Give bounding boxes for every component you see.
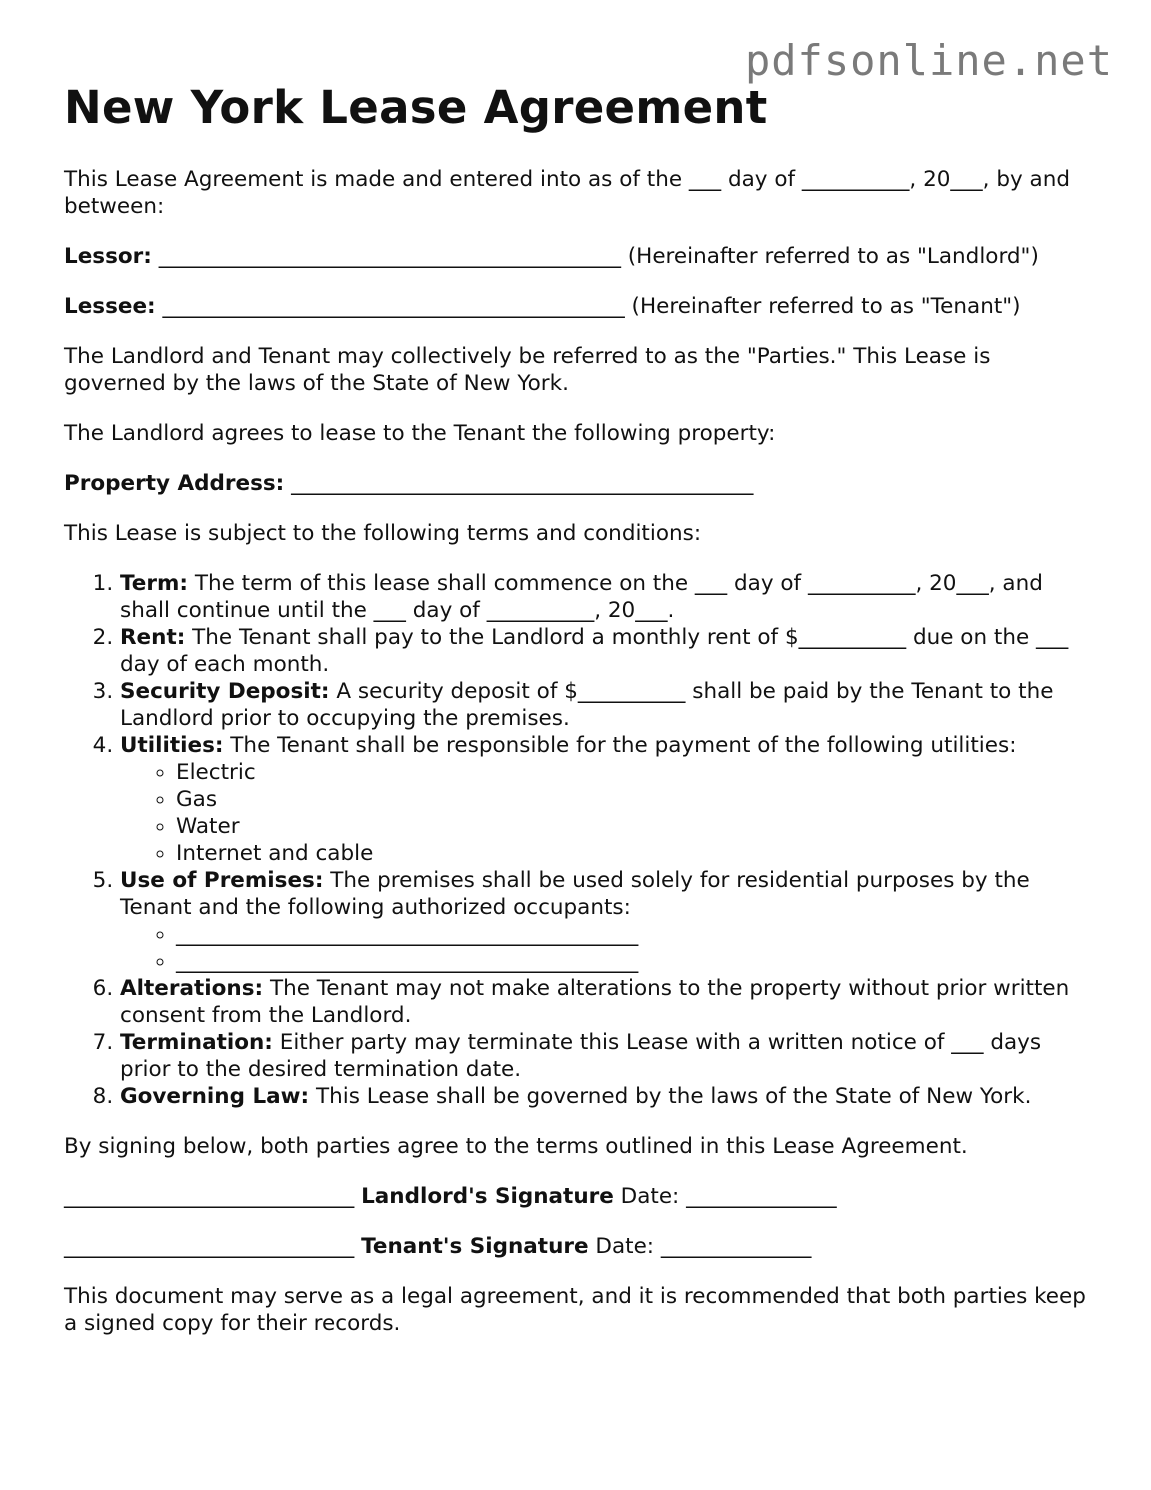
closing-paragraph: This document may serve as a legal agreement, and it is recommended that both parties keep a signed copy for their records. (64, 1284, 1086, 1336)
term-item-termination (120, 1029, 1094, 1083)
term-text: This Lease shall be governed by the laws of the State of New York. (309, 1084, 1032, 1109)
term-text: The Tenant shall pay to the Landlord a monthly rent of $__________ due on the ___ day of each month. (120, 625, 1069, 677)
utility-item: ◦ Internet and cable (176, 840, 1094, 867)
term-label: Alterations: (120, 976, 264, 1001)
property-address-label: Property Address: (64, 471, 285, 496)
term-item-governing-law (120, 1083, 1094, 1110)
property-address-field: ___________________________________________ (284, 471, 754, 496)
landlord-signature-line (64, 1183, 1094, 1210)
agrees-paragraph: The Landlord agrees to lease to the Tenant the following property: (64, 421, 776, 446)
landlord-signature-label: Landlord's Signature (361, 1184, 614, 1209)
tenant-signature-blank: ___________________________ (64, 1234, 355, 1259)
document-title: New York Lease Agreement (64, 81, 768, 134)
term-text: The Tenant shall be responsible for the payment of the following utilities: (223, 733, 1017, 758)
term-text: The Tenant may not make alterations to the property without prior written consent from the Landlord. (120, 976, 1070, 1028)
utilities-list (120, 759, 1094, 867)
intro-paragraph: This Lease Agreement is made and entered into as of the ___ day of __________, 20___, by and between: (64, 167, 1071, 219)
term-item-utilities (120, 732, 1094, 867)
term-label: Security Deposit: (120, 679, 330, 704)
term-text: The term of this lease shall commence on the ___ day of __________, 20___, and shall continue until the ___ day of __________, 20___. (120, 571, 1043, 623)
occupants-list (120, 921, 1094, 975)
term-item-security-deposit (120, 678, 1094, 732)
term-text: A security deposit of $__________ shall be paid by the Tenant to the Landlord prior to occupying the premises. (120, 679, 1054, 731)
document-body (64, 82, 1094, 1360)
term-label: Utilities: (120, 733, 224, 758)
landlord-date-field: Date: ______________ (613, 1184, 837, 1209)
landlord-signature-blank: ___________________________ (64, 1184, 355, 1209)
occupant-blank: ◦ ___________________________________________ (176, 948, 1094, 975)
watermark: pdfsonline.net (744, 36, 1113, 85)
property-address-line (64, 470, 1094, 497)
term-text: The premises shall be used solely for residential purposes by the Tenant and the following authorized occupants: (120, 868, 1030, 920)
term-item-term (120, 570, 1094, 624)
tenant-signature-line (64, 1233, 1094, 1260)
occupant-blank: ◦ ___________________________________________ (176, 921, 1094, 948)
term-label: Governing Law: (120, 1084, 310, 1109)
tenant-signature-label: Tenant's Signature (361, 1234, 589, 1259)
term-label: Term: (120, 571, 188, 596)
lessee-field-text: ___________________________________________ (Hereinafter referred to as "Tenant") (155, 294, 1021, 319)
lessee-line (64, 293, 1094, 320)
term-label: Rent: (120, 625, 186, 650)
utility-item: ◦ Electric (176, 759, 1094, 786)
term-label: Termination: (120, 1030, 273, 1055)
subject-paragraph: This Lease is subject to the following terms and conditions: (64, 521, 702, 546)
terms-list (64, 570, 1094, 1110)
utility-item: ◦ Gas (176, 786, 1094, 813)
lessor-label: Lessor: (64, 244, 152, 269)
term-label: Use of Premises: (120, 868, 324, 893)
term-text: Either party may terminate this Lease with a written notice of ___ days prior to the desired termination date. (120, 1030, 1042, 1082)
lessor-line (64, 243, 1094, 270)
term-item-rent (120, 624, 1094, 678)
term-item-alterations (120, 975, 1094, 1029)
parties-paragraph: The Landlord and Tenant may collectively be referred to as the "Parties." This Lease is governed by the laws of the State of New York. (64, 344, 991, 396)
lessee-label: Lessee: (64, 294, 156, 319)
signing-paragraph: By signing below, both parties agree to the terms outlined in this Lease Agreement. (64, 1134, 968, 1159)
term-item-use-of-premises (120, 867, 1094, 975)
utility-item: ◦ Water (176, 813, 1094, 840)
tenant-date-field: Date: ______________ (588, 1234, 812, 1259)
lessor-field-text: ___________________________________________ (Hereinafter referred to as "Landlord") (151, 244, 1039, 269)
